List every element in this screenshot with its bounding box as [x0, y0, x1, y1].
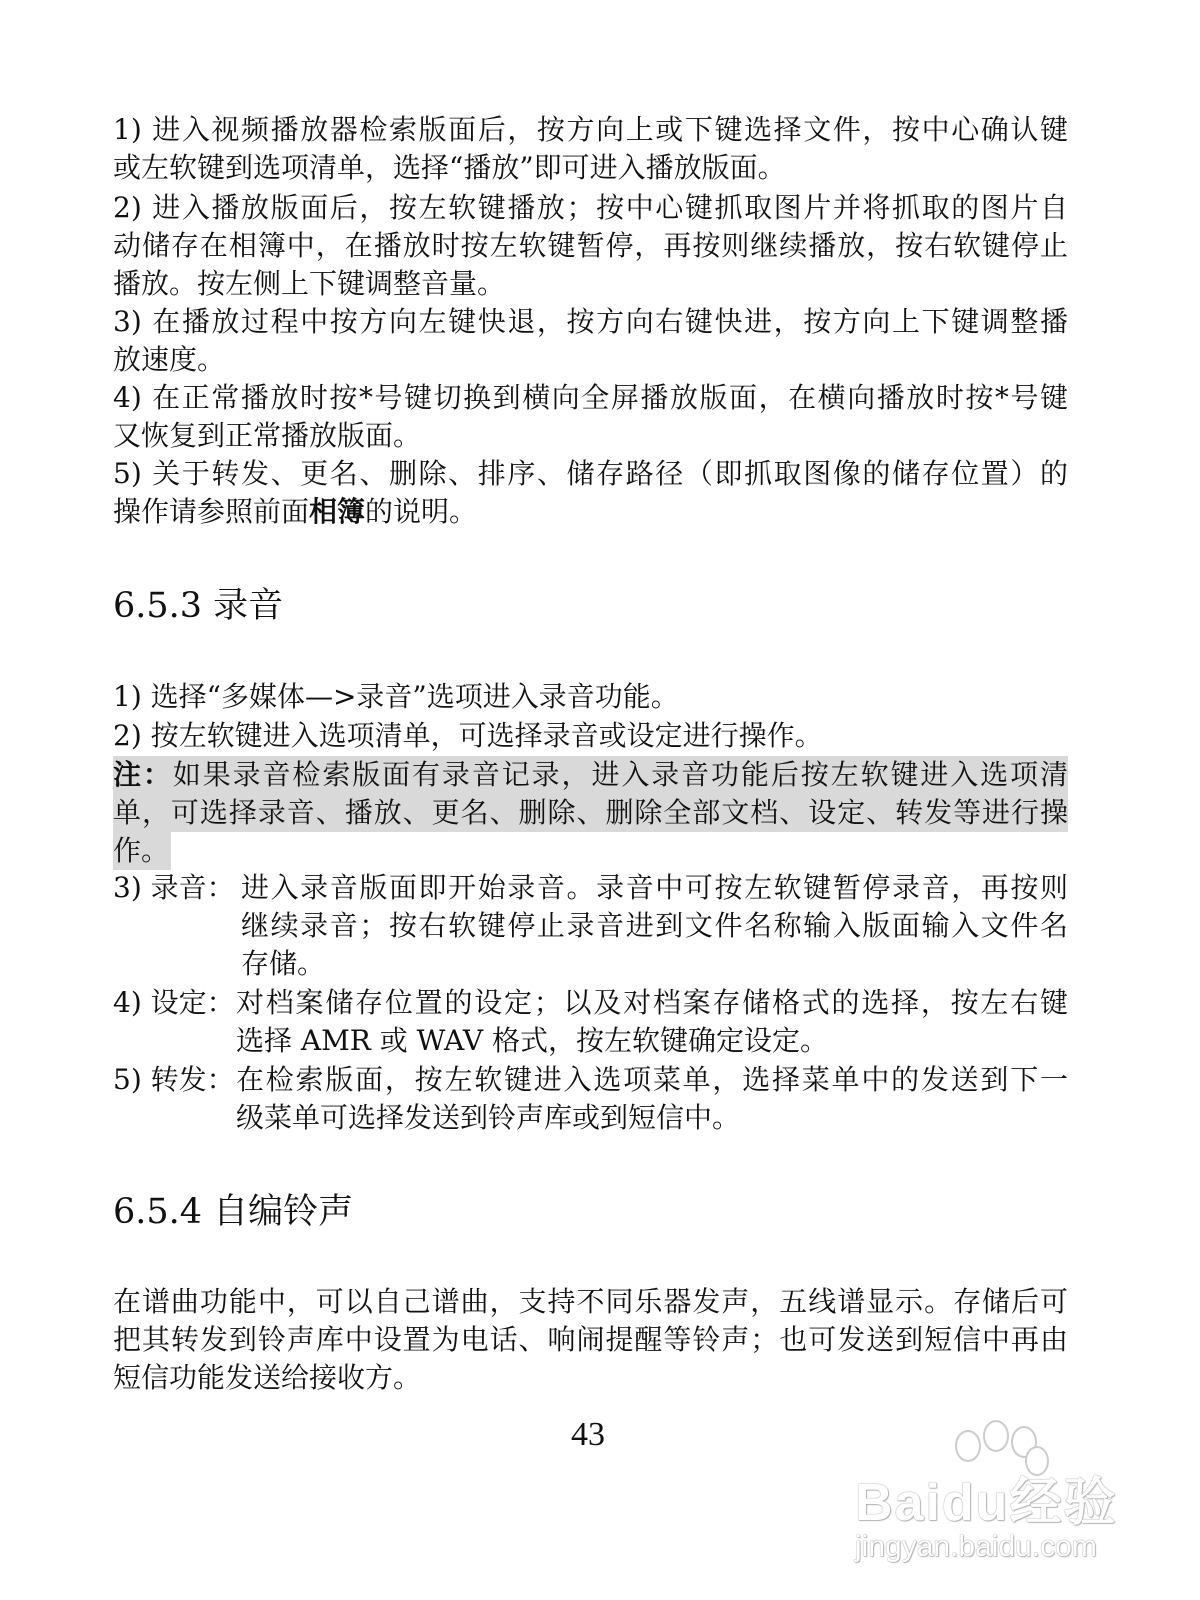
text-line: 又恢复到正常播放版面。: [113, 419, 422, 452]
text-line: 选择 AMR 或 WAV 格式，按左软键确定设定。: [236, 1024, 829, 1057]
heading-recording: 6.5.3 录音: [113, 586, 284, 626]
text-line: 在谱曲功能中，可以自己谱曲，支持不同乐器发声，五线谱显示。存储后可: [113, 1285, 1068, 1318]
heading-custom-ringtone: 6.5.4 自编铃声: [113, 1192, 354, 1232]
text-line: 继续录音；按右软键停止录音进到文件名称输入版面输入文件名: [241, 909, 1068, 942]
note-line: 单，可选择录音、播放、更名、删除、删除全部文档、设定、转发等进行操: [113, 794, 1068, 832]
text-line: 短信功能发送给接收方。: [113, 1361, 422, 1394]
note-line: 作。: [113, 832, 171, 870]
item-label: 3) 录音：: [113, 871, 235, 904]
text-line: 1) 进入视频播放器检索版面后，按方向上或下键选择文件，按中心确认键: [113, 113, 1068, 146]
text-line: 在检索版面，按左软键进入选项菜单，选择菜单中的发送到下一: [236, 1063, 1068, 1096]
text-line: 进入录音版面即开始录音。录音中可按左软键暂停录音，再按则: [241, 871, 1068, 904]
list-item: 2) 按左软键进入选项清单，可选择录音或设定进行操作。: [113, 719, 823, 752]
list-item: 1) 选择“多媒体—>录音”选项进入录音功能。: [113, 680, 679, 713]
watermark-url: jingyan.baidu.com: [855, 1530, 1097, 1563]
text-line: 4) 在正常播放时按*号键切换到横向全屏播放版面，在横向播放时按*号键: [113, 381, 1068, 414]
text-segment: 的说明。: [365, 495, 478, 528]
text-line: 动储存在相簿中，在播放时按左软键暂停，再按则继续播放，按右软键停止: [113, 229, 1068, 262]
text-line: 放速度。: [113, 343, 226, 376]
text-line: 5) 关于转发、更名、删除、排序、储存路径（即抓取图像的储存位置）的: [113, 457, 1068, 490]
text-line: 存储。: [241, 947, 326, 980]
paw-toe-icon: [955, 1430, 981, 1462]
item-label: 5) 转发：: [113, 1063, 235, 1096]
text-line: 级菜单可选择发送到铃声库或到短信中。: [236, 1101, 741, 1134]
text-line: 播放。按左侧上下键调整音量。: [113, 267, 506, 300]
text-line: 把其转发到铃声库中设置为电话、响闹提醒等铃声；也可发送到短信中再由: [113, 1323, 1068, 1356]
watermark-brand: Baidu经验: [855, 1474, 1118, 1532]
text-line: 3) 在播放过程中按方向左键快退，按方向右键快进，按方向上下键调整播: [113, 305, 1068, 338]
text-line: 或左软键到选项清单，选择“播放”即可进入播放版面。: [113, 151, 786, 184]
text-segment: 操作请参照前面: [113, 495, 310, 528]
text-line: 对档案储存位置的设定；以及对档案存储格式的选择，按左右键: [236, 986, 1068, 1019]
text-line: 2) 进入播放版面后，按左软键播放；按中心键抓取图片并将抓取的图片自: [113, 191, 1068, 224]
text-segment: 如果录音检索版面有录音记录，进入录音功能后按左软键进入选项清: [172, 758, 1068, 791]
item-label: 4) 设定：: [113, 986, 235, 1019]
note-label: 注：: [113, 758, 173, 791]
text-line: [113, 493, 1068, 531]
paw-toe-icon: [983, 1420, 1009, 1452]
bold-term-album: 相簿: [309, 495, 366, 528]
page-number: 43: [571, 1416, 605, 1453]
baidu-watermark-logo: [855, 1420, 1145, 1570]
note-line: [113, 756, 1068, 794]
